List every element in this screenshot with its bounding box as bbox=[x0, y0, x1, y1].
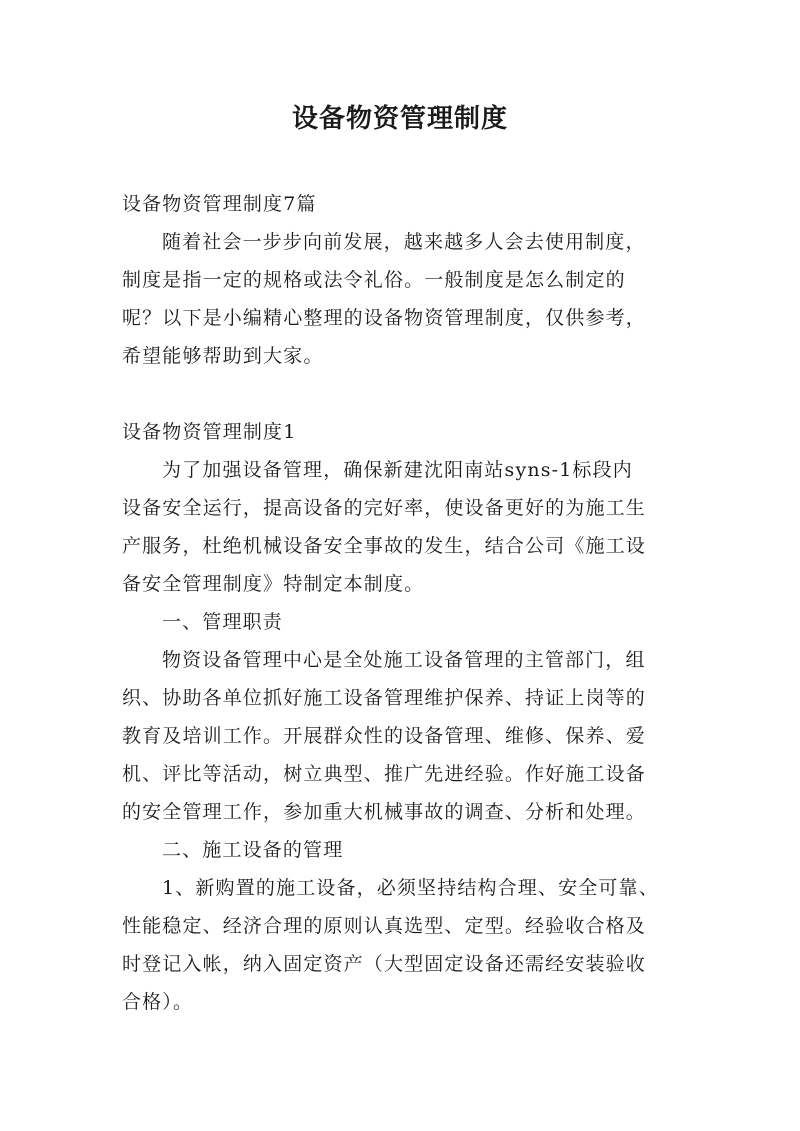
paragraph-line: 制度是指一定的规格或法令礼俗。一般制度是怎么制定的 bbox=[122, 269, 626, 291]
paragraph-line: 合格）。 bbox=[122, 991, 194, 1013]
paragraph-line: 织、协助各单位抓好施工设备管理维护保养、持证上岗等的 bbox=[122, 687, 646, 709]
paragraph-line: 性能稳定、经济合理的原则认真选型、定型。经验收合格及 bbox=[122, 915, 646, 937]
paragraph-line: 备安全管理制度》特制定本制度。 bbox=[122, 573, 425, 595]
document-body bbox=[122, 185, 690, 1021]
paragraph-line: 产服务，杜绝机械设备安全事故的发生，结合公司《施工设 bbox=[122, 535, 646, 557]
paragraph-line: 物资设备管理中心是全处施工设备管理的主管部门，组 bbox=[162, 649, 646, 671]
subsection-heading: 一、管理职责 bbox=[162, 611, 283, 633]
blank-line bbox=[122, 375, 690, 413]
document-title: 设备物资管理制度 bbox=[291, 104, 508, 134]
paragraph-line: 机、评比等活动，树立典型、推广先进经验。作好施工设备 bbox=[122, 763, 646, 785]
paragraph-line: 1、新购置的施工设备，必须坚持结构合理、安全可靠、 bbox=[162, 877, 659, 899]
paragraph-line: 时登记入帐，纳入固定资产（大型固定设备还需经安装验收 bbox=[122, 953, 646, 975]
paragraph-line: 设备安全运行，提高设备的完好率，使设备更好的为施工生 bbox=[122, 497, 646, 519]
paragraph-line: 教育及培训工作。开展群众性的设备管理、维修、保养、爱 bbox=[122, 725, 646, 747]
paragraph-line: 希望能够帮助到大家。 bbox=[122, 345, 324, 367]
paragraph-line: 呢？以下是小编精心整理的设备物资管理制度，仅供参考， bbox=[122, 307, 646, 329]
paragraph-line: 随着社会一步步向前发展，越来越多人会去使用制度， bbox=[162, 231, 646, 253]
section-heading: 设备物资管理制度7篇 bbox=[122, 193, 317, 215]
section-heading: 设备物资管理制度1 bbox=[122, 421, 297, 443]
paragraph-line: 为了加强设备管理，确保新建沈阳南站syns-1标段内 bbox=[162, 459, 633, 481]
paragraph-line: 的安全管理工作，参加重大机械事故的调查、分析和处理。 bbox=[122, 801, 646, 823]
subsection-heading: 二、施工设备的管理 bbox=[162, 839, 344, 861]
